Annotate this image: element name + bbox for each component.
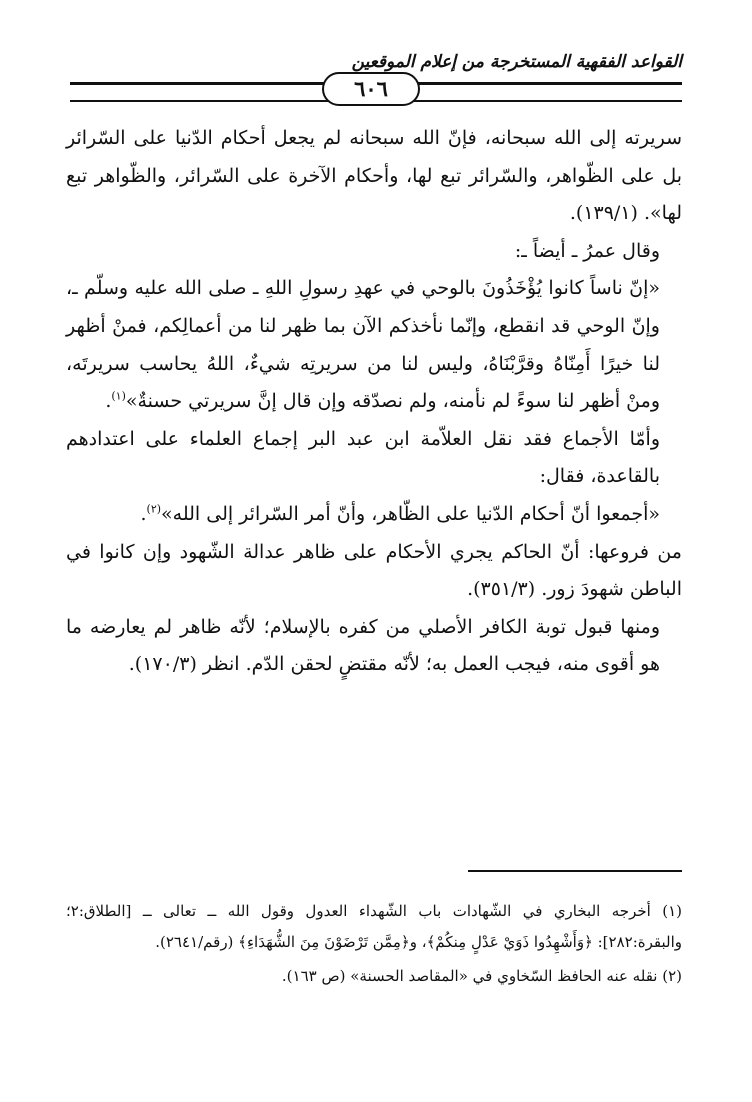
main-text [66,120,682,684]
paragraph-1: سريرته إلى الله سبحانه، فإنّ الله سبحانه لم يجعل أحكام الدّنيا على السّرائر بل على الظّواهر، والسّرائر تبع لها، وأحكام الآخرة على السّرائر، والظّواهر تبع لها». (١٣٩/١). [66,127,682,225]
paragraph-2: وقال عمرُ ـ أيضاً ـ: [514,239,660,262]
quote-ijma: «أجمعوا أنّ أحكام الدّنيا على الظّاهر، وأنّ أمر السّرائر إلى الله» [161,502,660,525]
quote-ijma-end: . [140,502,147,525]
footnote-separator [468,870,682,872]
paragraph-6: من فروعها: أنّ الحاكم يجري الأحكام على ظاهر عدالة الشّهود وإن كانوا في الباطن شهودَ زور. (٣٥١/٣). [66,540,682,601]
footnote-2: (٢) نقله عنه الحافظ السّخاوي في «المقاصد الحسنة» (ص ١٦٣). [281,967,682,985]
paragraph-5 [66,496,682,534]
paragraph-3 [66,270,682,420]
footnote-ref-1[interactable]: (١) [111,389,126,403]
quote-umar-end: . [105,390,112,413]
paragraph-7: ومنها قبول توبة الكافر الأصلي من كفره بالإسلام؛ لأنّه ظاهر لم يعارضه ما هو أقوى منه، فيجب العمل به؛ لأنّه مقتضٍ لحقن الدّم. انظر (١٧٠/٣). [66,615,660,676]
footnote-ref-2[interactable]: (٢) [146,502,162,516]
paragraph-4: وأمّا الأجماع فقد نقل العلاّمة ابن عبد البر إجماع العلماء على اعتدادهم بالقاعدة، فقال: [66,427,660,488]
footnotes [66,896,682,996]
running-title: القواعد الفقهية المستخرجة من إعلام الموقعين [351,52,682,72]
quote-umar: «إنّ ناساً كانوا يُؤْخَذُونَ بالوحي في عهدِ رسولِ اللهِ ـ صلى الله عليه وسلّم ـ، وإنّ الوحي قد انقطع، وإنّما نأخذكم الآن بما ظهر لنا من أعمالِكم، فمنْ أظهر لنا خيرًا أَمِنّاهُ وقرَّبْنَاهُ، وليس لنا من سريرتِه شيءٌ، اللهُ يحاسب سريرتَه، ومنْ أظهر لنا سوءً لم نأمنه، ولم نصدّقه وإن قال إنَّ سريرتي حسنةٌ» [66,277,660,413]
page-number: ٦٠٦ [322,72,420,106]
footnote-1: (١) أخرجه البخاري في الشّهادات باب الشّهداء العدول وقول الله ــ تعالى ــ [الطلاق:٢؛ والبقرة:٢٨٢]: ﴿وَأَشْهِدُوا ذَوَيْ عَدْلٍ مِنكُمْ﴾، و﴿مِمَّن تَرْضَوْنَ مِنَ الشُّهَدَاءِ﴾ (رقم/٢٦٤١). [66,902,682,951]
